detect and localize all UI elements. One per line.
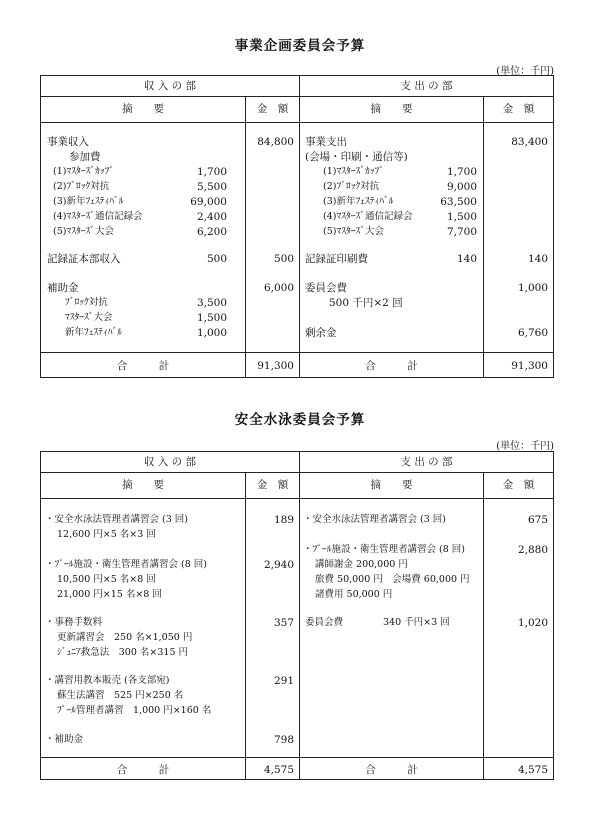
expense-row-total: 1,000 xyxy=(517,282,548,294)
income-row-label: 10,500 円×5 名×8 回 xyxy=(57,574,156,585)
expense-row-label: 委員会費 xyxy=(305,617,344,628)
income-row-label: (2)ﾌﾞﾛｯｸ対抗 xyxy=(53,181,110,192)
table2-income-total: 4,575 xyxy=(263,764,294,776)
table1-income-total: 91,300 xyxy=(257,360,294,372)
income-row-label: ・事務手数料 xyxy=(45,617,103,628)
income-row-total: 2,940 xyxy=(263,559,294,571)
table2-income-amount-header: 金 額 xyxy=(256,479,289,491)
table2-total-rule xyxy=(41,757,553,758)
income-row-label: ｼﾞｭﾆｱ救急法 300 名×315 円 xyxy=(57,647,189,658)
expense-row-label: (会場・印刷・通信等) xyxy=(305,151,408,163)
expense-row-value: 9,000 xyxy=(446,181,477,193)
income-row-total: 798 xyxy=(273,734,294,746)
table2-subheader-rule xyxy=(41,498,553,499)
table2-expense-amount-header: 金 額 xyxy=(502,479,535,491)
income-row-label: 事業収入 xyxy=(47,136,89,148)
expense-row-label: 340 千円×3 回 xyxy=(383,617,450,628)
income-row-label: 更新講習会 250 名×1,050 円 xyxy=(57,632,193,643)
expense-row-label: 委員会費 xyxy=(305,282,347,294)
table1-income-header: 収 入 の 部 xyxy=(143,80,196,92)
expense-row-label: (1)ﾏｽﾀｰｽﾞｶｯﾌﾟ xyxy=(323,166,384,177)
income-row-label: 21,000 円×15 名×8 回 xyxy=(57,589,162,600)
table2-expense-header: 支 出 の 部 xyxy=(400,456,453,468)
table1-expense-item-header: 摘 要 xyxy=(370,103,413,115)
income-row-label: 蘇生法講習 525 円×250 名 xyxy=(57,690,184,701)
expense-row-label: 記録証印刷費 xyxy=(305,253,368,265)
income-row-value: 6,200 xyxy=(196,226,227,238)
expense-row-label: ・安全水泳法管理者講習会 (3 回) xyxy=(303,514,446,525)
income-row-value: 1,000 xyxy=(196,327,227,339)
income-row-value: 3,500 xyxy=(196,297,227,309)
table2-income-item-header: 摘 要 xyxy=(122,479,164,491)
income-row-label: (5)ﾏｽﾀｰｽﾞ大会 xyxy=(53,226,114,237)
expense-row-label: ・ﾌﾟｰﾙ施設・衛生管理者講習会 (8 回) xyxy=(303,544,465,555)
table1-budget xyxy=(40,75,554,378)
income-row-total: 357 xyxy=(273,617,294,629)
expense-row-label: 講師謝金 200,000 円 xyxy=(315,559,408,570)
expense-row-label: 諸費用 50,000 円 xyxy=(315,589,393,600)
expense-row-value: 63,500 xyxy=(440,196,477,208)
table1-unit: (単位：千円) xyxy=(496,66,554,77)
expense-row-total: 675 xyxy=(527,514,548,526)
table2-expense-total-label: 合 計 xyxy=(365,764,418,776)
table1-subheader-rule xyxy=(41,122,553,123)
income-row-value: 500 xyxy=(206,253,227,265)
table2-unit: (単位：千円) xyxy=(496,441,554,452)
expense-row-label: 剰余金 xyxy=(305,327,337,339)
income-row-label: (1)ﾏｽﾀｰｽﾞｶｯﾌﾟ xyxy=(53,166,114,177)
income-row-label: ・補助金 xyxy=(45,734,84,745)
income-row-label: ・ﾌﾟｰﾙ施設・衛生管理者講習会 (8 回) xyxy=(45,559,207,570)
expense-row-total: 2,880 xyxy=(517,544,548,556)
expense-row-total: 1,020 xyxy=(517,617,548,629)
table1-total-rule xyxy=(41,352,553,353)
income-row-label: 参加費 xyxy=(69,151,101,163)
income-row-value: 1,700 xyxy=(196,166,227,178)
income-row-value: 2,400 xyxy=(196,211,227,223)
expense-row-label: (4)ﾏｽﾀｰｽﾞ通信記録会 xyxy=(323,211,413,222)
income-row-label: 新年ﾌｪｽﾃｨﾊﾞﾙ xyxy=(65,327,123,338)
table2-expense-total: 4,575 xyxy=(517,764,548,776)
income-row-total: 291 xyxy=(273,675,294,687)
table2-title: 安全水泳委員会予算 xyxy=(234,412,366,428)
income-row-label: 12,600 円×5 名×3 回 xyxy=(57,529,156,540)
expense-row-total: 140 xyxy=(527,253,548,265)
income-row-label: (4)ﾏｽﾀｰｽﾞ通信記録会 xyxy=(53,211,143,222)
table2-income-header: 収 入 の 部 xyxy=(143,456,196,468)
income-row-label: ﾌﾞﾛｯｸ対抗 xyxy=(65,297,108,308)
table2-header-rule xyxy=(41,472,553,473)
table2-income-total-label: 合 計 xyxy=(116,764,170,776)
income-row-total: 6,000 xyxy=(263,282,294,294)
income-row-label: ・講習用教本販売 (各支部宛) xyxy=(45,675,170,686)
income-row-total: 84,800 xyxy=(257,136,294,148)
income-row-label: (3)新年ﾌｪｽﾃｨﾊﾞﾙ xyxy=(53,196,124,207)
table2-expense-item-header: 摘 要 xyxy=(370,479,413,491)
table1-income-amount-header: 金 額 xyxy=(256,103,289,115)
expense-row-value: 140 xyxy=(456,253,477,265)
income-row-label: ﾌﾟｰﾙ管理者講習 1,000 円×160 名 xyxy=(57,705,212,716)
expense-row-total: 83,400 xyxy=(511,136,548,148)
expense-row-total: 6,760 xyxy=(517,327,548,339)
table1-expense-total: 91,300 xyxy=(511,360,548,372)
income-row-label: ﾏｽﾀｰｽﾞ大会 xyxy=(65,312,113,323)
table1-income-item-header: 摘 要 xyxy=(122,103,164,115)
expense-row-label: 旅費 50,000 円 会場費 60,000 円 xyxy=(315,574,470,585)
income-row-label: ・安全水泳法管理者講習会 (3 回) xyxy=(45,514,188,525)
income-row-value: 69,000 xyxy=(190,196,227,208)
expense-row-label: (2)ﾌﾞﾛｯｸ対抗 xyxy=(323,181,380,192)
expense-row-value: 1,500 xyxy=(446,211,477,223)
income-row-label: 記録証本部収入 xyxy=(47,253,121,265)
expense-row-value: 1,700 xyxy=(446,166,477,178)
expense-row-label: (3)新年ﾌｪｽﾃｨﾊﾞﾙ xyxy=(323,196,394,207)
table2-budget xyxy=(40,451,554,780)
table1-header-rule xyxy=(41,96,553,97)
expense-row-label: 事業支出 xyxy=(305,136,347,148)
table1-income-total-label: 合 計 xyxy=(116,360,170,372)
income-row-total: 500 xyxy=(273,253,294,265)
table1-expense-total-label: 合 計 xyxy=(365,360,418,372)
expense-row-label: (5)ﾏｽﾀｰｽﾞ大会 xyxy=(323,226,384,237)
table1-expense-amount-header: 金 額 xyxy=(502,103,535,115)
table2-divider xyxy=(299,452,300,779)
income-row-label: 補助金 xyxy=(47,282,79,294)
expense-row-label: 500 千円×2 回 xyxy=(329,297,403,309)
income-row-total: 189 xyxy=(273,514,294,526)
income-row-value: 5,500 xyxy=(196,181,227,193)
table1-title: 事業企画委員会予算 xyxy=(234,38,366,54)
table1-expense-header: 支 出 の 部 xyxy=(400,80,453,92)
expense-row-value: 7,700 xyxy=(446,226,477,238)
income-row-value: 1,500 xyxy=(196,312,227,324)
